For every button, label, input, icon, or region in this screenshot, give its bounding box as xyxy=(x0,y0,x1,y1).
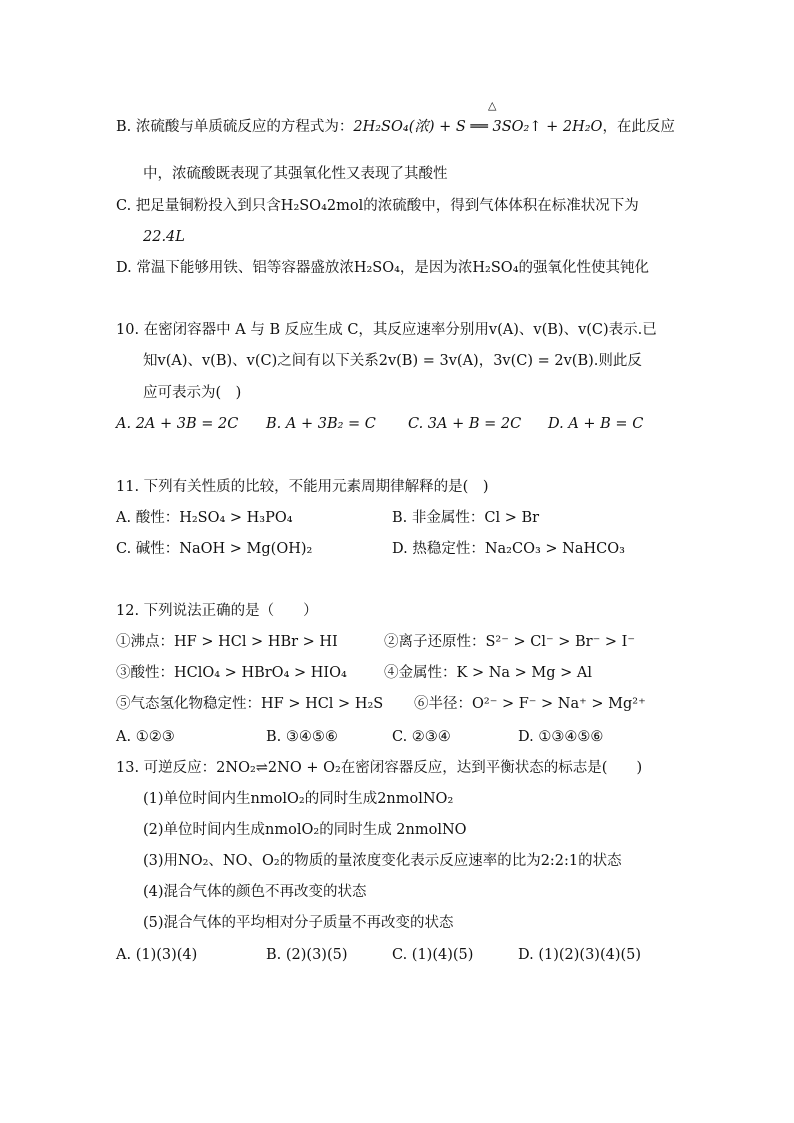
q13-option-d: D. (1)(2)(3)(4)(5) xyxy=(518,947,642,963)
q10-stem-line3: 应可表示为( ) xyxy=(143,385,242,401)
q9-option-d: D. 常温下能够用铁、铝等容器盛放浓H₂SO₄，是因为浓H₂SO₄的强氧化性使其钝化 xyxy=(116,260,650,276)
q12-stem: 12. 下列说法正确的是（ ） xyxy=(116,603,318,619)
q11-option-c: C. 碱性：NaOH > Mg(OH)₂ xyxy=(116,541,313,557)
q9-option-c-line2: 22.4L xyxy=(143,229,185,245)
q11-option-a: A. 酸性：H₂SO₄ > H₃PO₄ xyxy=(116,510,293,526)
q12-statement-3: ③酸性：HClO₄ > HBrO₄ > HIO₄ xyxy=(116,665,347,681)
q10-stem-line1: 10. 在密闭容器中 A 与 B 反应生成 C，其反应速率分别用v(A)、v(B)、v(C)表示.已 xyxy=(116,322,657,338)
q10-option-a: A. 2A + 3B = 2C xyxy=(116,416,239,432)
q13-stem: 13. 可逆反应：2NO₂⇌2NO + O₂在密闭容器反应，达到平衡状态的标志是( ) xyxy=(116,760,643,776)
q11-option-b: B. 非金属性：Cl > Br xyxy=(392,510,540,526)
q12-statement-4: ④金属性：K > Na > Mg > Al xyxy=(384,665,593,681)
q9-option-b xyxy=(116,117,675,137)
q9-option-c: C. 把足量铜粉投入到只含H₂SO₄2mol的浓硫酸中，得到气体体积在标准状况下为 xyxy=(116,198,639,214)
q10-option-b: B. A + 3B₂ = C xyxy=(266,416,376,432)
q12-statement-1: ①沸点：HF > HCl > HBr > HI xyxy=(116,634,338,650)
q13-option-c: C. (1)(4)(5) xyxy=(392,947,474,963)
q10-option-d: D. A + B = C xyxy=(548,416,644,432)
q10-option-c: C. 3A + B = 2C xyxy=(408,416,522,432)
q12-statement-2: ②离子还原性：S²⁻ > Cl⁻ > Br⁻ > I⁻ xyxy=(384,634,636,650)
q11-stem: 11. 下列有关性质的比较，不能用元素周期律解释的是( ) xyxy=(116,479,489,495)
q12-option-b: B. ③④⑤⑥ xyxy=(266,729,338,745)
q13-item-4: (4)混合气体的颜色不再改变的状态 xyxy=(143,884,367,900)
q9-b-prefix: B. 浓硫酸与单质硫反应的方程式为： xyxy=(116,119,354,135)
q13-item-5: (5)混合气体的平均相对分子质量不再改变的状态 xyxy=(143,915,454,931)
q9-option-b-line2: 中，浓硫酸既表现了其强氧化性又表现了其酸性 xyxy=(143,166,448,182)
q13-item-3: (3)用NO₂、NO、O₂的物质的量浓度变化表示反应速率的比为2:2:1的状态 xyxy=(143,853,622,869)
q13-option-a: A. (1)(3)(4) xyxy=(116,947,198,963)
q10-stem-line2: 知v(A)、v(B)、v(C)之间有以下关系2v(B) = 3v(A)，3v(C) = 2v(B).则此反 xyxy=(143,353,642,369)
q13-option-b: B. (2)(3)(5) xyxy=(266,947,348,963)
q12-statement-5: ⑤气态氢化物稳定性：HF > HCl > H₂S xyxy=(116,696,384,712)
q9-b-equation: 2H₂SO₄(浓) + S ══ 3SO₂↑ + 2H₂O xyxy=(353,119,603,135)
q11-option-d: D. 热稳定性：Na₂CO₃ > NaHCO₃ xyxy=(392,541,625,557)
q12-option-a: A. ①②③ xyxy=(116,729,175,745)
q13-item-2: (2)单位时间内生成nmolO₂的同时生成 2nmolNO xyxy=(143,822,467,838)
q12-statement-6: ⑥半径：O²⁻ > F⁻ > Na⁺ > Mg²⁺ xyxy=(414,696,646,712)
q9-b-suffix: ，在此反应 xyxy=(602,119,675,135)
q12-option-c: C. ②③④ xyxy=(392,729,451,745)
q12-option-d: D. ①③④⑤⑥ xyxy=(518,729,604,745)
heating-condition-symbol: △ xyxy=(488,99,497,112)
q13-item-1: (1)单位时间内生nmolO₂的同时生成2nmolNO₂ xyxy=(143,791,454,807)
